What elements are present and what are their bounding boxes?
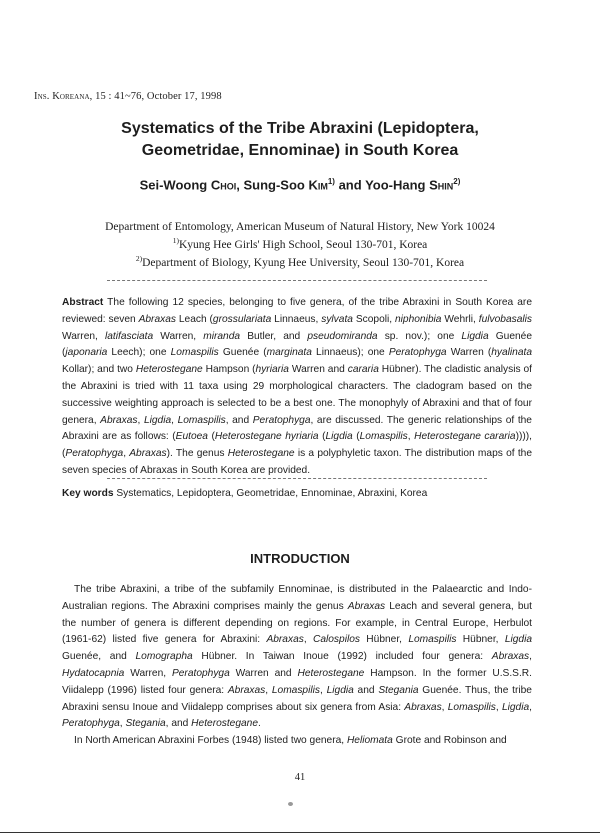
taxon-name: Heterostegane hyriaria [214,431,319,443]
body-text: Warren and [229,667,298,679]
author-1-given: Sei-Woong [139,177,211,193]
taxon-name: cararia [347,364,379,376]
taxon-name: Lomaspilis [271,684,320,696]
journal-citation [34,91,222,102]
body-text: , [265,684,272,696]
affiliations [40,220,560,270]
body-text: , [529,651,532,663]
body-text: Leach and several genera, but the number of genera is different depending on regions. For example, in Central Europe, Herbulot (1961-62) listed five genera for Abraxini: [62,600,532,646]
page-bottom-edge [0,832,600,833]
taxon-name: Heliomata [346,735,393,747]
taxon-name: Calospilos [312,634,360,646]
taxon-name: Ligdia [501,701,530,713]
abstract-text: Leach ( [175,313,213,325]
abstract-text: is a polyphyletic taxon. The distribution maps of the seven species of Abraxas in South Korea are provided. [62,448,532,476]
taxon-name: Abraxas [227,684,266,696]
body-text: Warren, [124,667,172,679]
keywords [62,488,532,499]
article-title [60,118,540,162]
taxon-name: Heterostegane [135,364,203,376]
abstract-text: Guenée ( [62,330,533,359]
taxon-name: Ligdia [461,330,489,342]
abstract-text: Warren ( [446,347,492,359]
taxon-name: Ligdia [143,414,172,426]
taxon-name: Peratophyga [65,448,124,460]
taxon-name: miranda [203,330,241,342]
abstract-text: sp. nov.); one [377,330,462,342]
taxon-name: Ligdia [325,431,353,443]
taxon-name: Heterostegane [227,448,295,460]
journal-name: Ins. Koreana [34,91,90,102]
taxon-name: Peratophyga [171,667,230,679]
taxon-name: Stegania [378,684,419,696]
taxon-name: Peratophyga [388,347,447,359]
taxon-name: Abraxas [138,313,176,325]
author-1-family: Choi [210,177,237,193]
body-text: Guenée. Thus, the tribe Abraxini sensu Inoue and Viidalepp comprises about six genera from Asia: [62,684,532,713]
taxon-name: Lomaspilis [177,414,226,426]
abstract-text: , are discussed. The generic relationships of the Abraxini are as follows: ( [62,414,532,443]
body-text: Hübner, [359,634,409,646]
body-text: Guenée, and [62,651,136,663]
taxon-name: Abraxas [100,414,138,426]
body-text: Grote and Robinson and [392,735,507,747]
abstract-text: ). The genus [166,448,228,460]
taxon-name: Hydatocapnia [62,667,125,679]
taxon-name: sylvata [321,313,353,325]
taxon-name: hyalinata [491,347,533,359]
scan-speck [288,802,293,806]
abstract-text: , [123,448,130,460]
taxon-name: Stegania [125,718,166,730]
affiliation-2-text: Department of Biology, Kyung Hee University, Seoul 130-701, Korea [142,256,465,269]
body-text: , [320,684,327,696]
body-text: The tribe Abraxini, a tribe of the subfamily Ennominae, is distributed in the Palaearctic and Indo-Australian regions. The Abraxini comprises mainly the genus [62,584,532,612]
taxon-name: Abraxas [347,600,386,612]
abstract-text: Linnaeus); one [311,347,389,359]
abstract-text: , [171,414,178,426]
taxon-name: Ligdia [326,684,354,696]
abstract-label: Abstract [62,297,104,308]
taxon-name: japonaria [65,347,108,359]
body-text: Hübner, [456,634,505,646]
taxon-name: Heterostegane cararia [414,431,516,443]
taxon-name: Lomaspilis [447,701,496,713]
abstract-text: ( [207,431,215,443]
abstract-text: )))), ( [62,431,532,460]
taxon-name: Heterostegane [191,718,259,730]
affiliation-main: Department of Entomology, American Museum of Natural History, New York 10024 [105,221,495,233]
body-text: Hübner. In Taiwan Inoue (1992) included four genera: [192,651,492,663]
taxon-name: Lomaspilis [408,634,457,646]
abstract-text: , [137,414,144,426]
body-text: , [303,634,313,646]
abstract-text: Warren and [288,364,348,376]
taxon-name: Abraxas [266,634,304,646]
keywords-text: Systematics, Lepidoptera, Geometridae, Ennominae, Abraxini, Korea [113,488,428,499]
section-heading: INTRODUCTION [250,551,350,566]
taxon-name: Abraxas [129,448,167,460]
divider-top [107,280,487,281]
title-line-2: Geometridae, Ennominae) in South Korea [141,142,459,159]
abstract-text: , [407,431,415,443]
abstract-text: Scopoli, [352,313,395,325]
taxon-name: Heterostegane [297,667,365,679]
body-text: , and [165,718,192,730]
abstract-text: The following 12 species, belonging to five genera, of the tribe Abraxini in South Korea are reviewed: seven [62,297,532,325]
abstract-text: ( [352,431,360,443]
abstract-text: Leech); one [107,347,171,359]
taxon-name: Abraxas [491,651,530,663]
body-text: , [441,701,448,713]
body-text: Hampson. In the former U.S.S.R. Viidalepp (1996) listed four genera: [62,667,532,696]
abstract-text: Linnaeus, [271,313,322,325]
taxon-name: Lomaspilis [359,431,408,443]
taxon-name: marginata [266,347,312,359]
taxon-name: Eutoea [175,431,208,443]
author-2-given: , Sung-Soo [236,177,309,193]
taxon-name: Lomaspilis [170,347,219,359]
abstract-text: Guenée ( [218,347,267,359]
abstract-text: Wehrli, [441,313,479,325]
author-3-family: Shin [429,177,454,193]
author-list [40,177,560,192]
taxon-name: Peratophyga [252,414,311,426]
abstract-text: Hübner). The cladistic analysis of the Abraxini is tried with 11 taxa using 29 morphological characters. The cladogram based on the successive weighting approach is selected to be a best one. The monophyly of Abraxini and that of four genera, [62,364,532,426]
author-2-family: Kim [308,177,328,193]
taxon-name: Lomographa [135,651,193,663]
author-3-affil-mark: 2) [453,177,461,186]
keywords-label: Key words [62,488,114,499]
paragraph [62,582,532,733]
author-3-given: and Yoo-Hang [334,177,430,193]
introduction-body [62,582,532,750]
abstract-text: Warren, [153,330,204,342]
paragraph [62,733,532,750]
title-line-1: Systematics of the Tribe Abraxini (Lepidoptera, [121,120,479,137]
body-text: and [353,684,379,696]
body-text: . [258,718,261,730]
taxon-name: hyriaria [255,364,289,376]
affiliation-1-mark: 1) [172,236,179,245]
page-number: 41 [294,772,306,783]
abstract-text: ( [318,431,326,443]
affiliation-2 [40,252,560,270]
taxon-name: grossulariata [212,313,272,325]
abstract [62,295,532,480]
taxon-name: niphonibia [395,313,442,325]
divider-bottom [107,478,487,479]
body-text: , [529,701,532,713]
body-text: In North American Abraxini Forbes (1948) listed two genera, [74,735,347,747]
affiliation-2-mark: 2) [135,253,143,263]
taxon-name: Ligdia [504,634,533,646]
abstract-text: , and [225,414,253,426]
taxon-name: fulvobasalis [478,313,532,325]
abstract-text: Kollar); and two [62,364,136,376]
taxon-name: latifasciata [104,330,154,342]
abstract-text: Hampson ( [202,364,256,376]
abstract-text: Butler, and [240,330,308,342]
author-2-affil-mark: 1) [327,177,335,186]
taxon-name: Abraxas [404,701,442,713]
body-text: , [119,718,126,730]
affiliation-1-text: Kyung Hee Girls' High School, Seoul 130-701, Korea [178,238,428,251]
body-text: , [495,701,502,713]
taxon-name: pseudomiranda [307,330,378,342]
affiliation-1 [40,234,560,252]
journal-volume-date: , 15 : 41~76, October 17, 1998 [89,91,222,102]
abstract-text: Warren, [62,330,105,342]
taxon-name: Peratophyga [62,718,120,730]
